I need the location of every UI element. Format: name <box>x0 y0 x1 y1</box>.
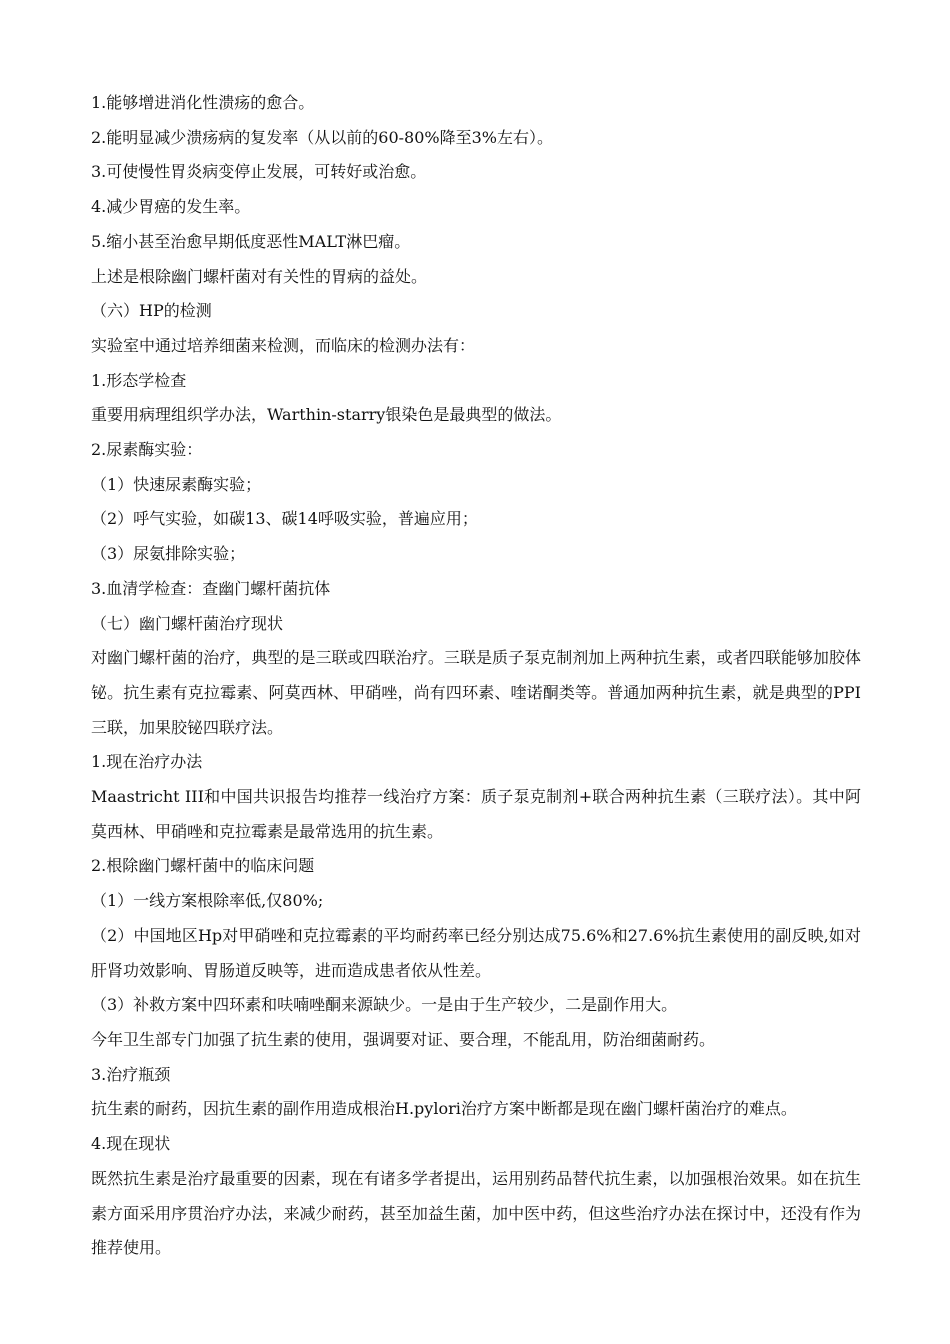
clinical-problem-1: （1）一线方案根除率低,仅80%; <box>91 891 324 911</box>
detection-method-1: 1.形态学检查 <box>91 370 187 390</box>
urease-test-3: （3）尿氨排除实验； <box>91 544 246 564</box>
benefit-item-1: 1.能够增进消化性溃疡的愈合。 <box>91 93 315 112</box>
benefit-summary: 上述是根除幽门螺杆菌对有关性的胃病的益处。 <box>91 266 428 286</box>
subheading-clinical-problems: 2.根除幽门螺杆菌中的临床问题 <box>91 856 315 876</box>
section-heading-treatment-status: （七）幽门螺杆菌治疗现状 <box>91 613 284 633</box>
current-methods-text: Maastricht III和中国共识报告均推荐一线治疗方案：质子泵克制剂+联合两种抗生素（三联疗法）。其中阿莫西林、甲硝唑和克拉霉素是最常选用的抗生素。 <box>91 787 861 841</box>
treatment-overview: 对幽门螺杆菌的治疗，典型的是三联或四联治疗。三联是质子泵克制剂加上两种抗生素，或者四联能够加胶体铋。抗生素有克拉霉素、阿莫西林、甲硝唑，尚有四环素、喹诺酮类等。普通加两种抗生素，就是典型的PPI三联，加果胶铋四联疗法。 <box>91 648 861 737</box>
detection-method-3: 3.血清学检查：查幽门螺杆菌抗体 <box>91 578 331 598</box>
benefit-item-5: 5.缩小甚至治愈早期低度恶性MALT淋巴瘤。 <box>91 231 411 251</box>
ministry-note: 今年卫生部专门加强了抗生素的使用，强调要对证、要合理，不能乱用，防治细菌耐药。 <box>91 1029 716 1049</box>
section-heading-hp-detection: （六）HP的检测 <box>91 301 212 321</box>
urease-test-2: （2）呼气实验，如碳13、碳14呼吸实验，普遍应用； <box>91 509 478 529</box>
subheading-bottleneck: 3.治疗瓶颈 <box>91 1064 171 1084</box>
detection-method-2: 2.尿素酶实验： <box>91 440 203 460</box>
bottleneck-text: 抗生素的耐药，因抗生素的副作用造成根治H.pylori治疗方案中断都是现在幽门螺杆菌治疗的难点。 <box>91 1099 797 1119</box>
clinical-problem-3: （3）补救方案中四环素和呋喃唑酮来源缺少。一是由于生产较少，二是副作用大。 <box>91 995 678 1015</box>
subheading-current-status: 4.现在现状 <box>91 1134 171 1154</box>
detection-method-1-text: 重要用病理组织学办法，Warthin-starry银染色是最典型的做法。 <box>91 405 562 425</box>
current-status-text: 既然抗生素是治疗最重要的因素，现在有诸多学者提出，运用别药品替代抗生素，以加强根治效果。如在抗生素方面采用序贯治疗办法，来减少耐药，甚至加益生菌，加中医中药，但这些治疗办法在探讨中，还没有作为推荐使用。 <box>91 1168 861 1258</box>
detection-intro: 实验室中通过培养细菌来检测，而临床的检测办法有： <box>91 335 476 355</box>
benefit-item-2: 2.能明显减少溃疡病的复发率（从以前的60-80%降至3%左右）。 <box>91 127 553 147</box>
clinical-problem-2: （2）中国地区Hp对甲硝唑和克拉霉素的平均耐药率已经分别达成75.6%和27.6%抗生素使用的副反映,如对肝肾功效影响、胃肠道反映等，进而造成患者依从性差。 <box>91 925 861 980</box>
subheading-current-methods: 1.现在治疗办法 <box>91 752 203 772</box>
benefit-item-4: 4.减少胃癌的发生率。 <box>91 197 251 217</box>
document-page <box>91 86 861 1266</box>
benefit-item-3: 3.可使慢性胃炎病变停止发展，可转好或治愈。 <box>91 162 427 182</box>
urease-test-1: （1）快速尿素酶实验； <box>91 474 262 494</box>
